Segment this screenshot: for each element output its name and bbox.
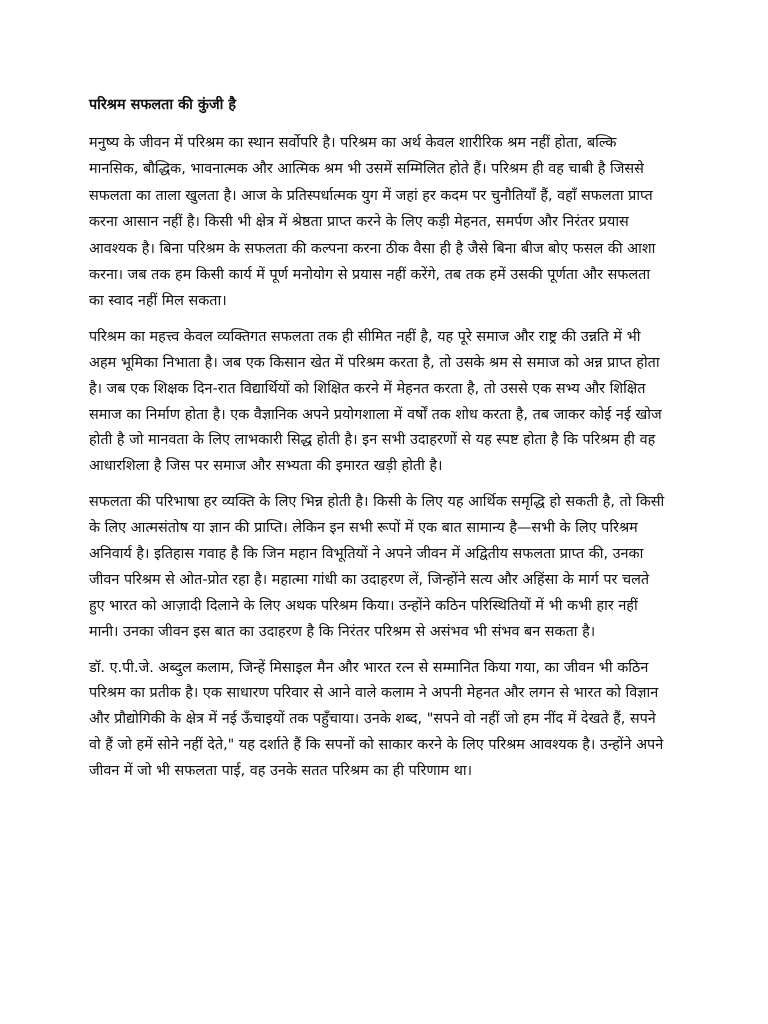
paragraph-2: परिश्रम का महत्त्व केवल व्यक्तिगत सफलता तक ही सीमित नहीं है, यह पूरे समाज और राष्ट्र की उन्नति में भी अहम भूमिका निभाता है। जब एक किसान खेत में परिश्रम करता है, तो उसके श्रम से समाज को अन्न प्राप्त होता है। जब एक शिक्षक दिन-रात विद्यार्थियों को शिक्षित करने में मेहनत करता है, तो उससे एक सभ्य और शिक्षित समाज का निर्माण होता है। एक वैज्ञानिक अपने प्रयोगशाला में वर्षों तक शोध करता है, तब जाकर कोई नई खोज होती है जो मानवता के लिए लाभकारी सिद्ध होती है। इन सभी उदाहरणों से यह स्पष्ट होता है कि परिश्रम ही वह आधारशिला है जिस पर समाज और सभ्यता की इमारत खड़ी होती है।: [89, 328, 662, 475]
document-title: परिश्रम सफलता की कुंजी है: [89, 97, 237, 113]
document-body: [89, 93, 667, 794]
paragraph-4: डॉ. ए.पी.जे. अब्दुल कलाम, जिन्हें मिसाइल मैन और भारत रत्न से सम्मानित किया गया, का जीवन भी कठिन परिश्रम का प्रतीक है। एक साधारण परिवार से आने वाले कलाम ने अपनी मेहनत और लगन से भारत को विज्ञान और प्रौद्योगिकी के क्षेत्र में नई ऊँचाइयों तक पहुँचाया। उनके शब्द, "सपने वो नहीं जो हम नींद में देखते हैं, सपने वो हैं जो हमें सोने नहीं देते," यह दर्शाते हैं कि सपनों को साकार करने के लिए परिश्रम आवश्यक है। उन्होंने अपने जीवन में जो भी सफलता पाई, वह उनके सतत परिश्रम का ही परिणाम था।: [89, 659, 664, 779]
paragraph-3: सफलता की परिभाषा हर व्यक्ति के लिए भिन्न होती है। किसी के लिए यह आर्थिक समृद्धि हो सकती है, तो किसी के लिए आत्मसंतोष या ज्ञान की प्राप्ति। लेकिन इन सभी रूपों में एक बात सामान्य है—सभी के लिए परिश्रम अनिवार्य है। इतिहास गवाह है कि जिन महान विभूतियों ने अपने जीवन में अद्वितीय सफलता प्राप्त की, उनका जीवन परिश्रम से ओत-प्रोत रहा है। महात्मा गांधी का उदाहरण लें, जिन्होंने सत्य और अहिंसा के मार्ग पर चलते हुए भारत को आज़ादी दिलाने के लिए अथक परिश्रम किया। उन्होंने कठिन परिस्थितियों में भी कभी हार नहीं मानी। उनका जीवन इस बात का उदाहरण है कि निरंतर परिश्रम से असंभव भी संभव बन सकता है।: [89, 494, 665, 640]
paragraph-1: मनुष्य के जीवन में परिश्रम का स्थान सर्वोपरि है। परिश्रम का अर्थ केवल शारीरिक श्रम नहीं होता, बल्कि मानसिक, बौद्धिक, भावनात्मक और आत्मिक श्रम भी उसमें सम्मिलित होते हैं। परिश्रम ही वह चाबी है जिससे सफलता का ताला खुलता है। आज के प्रतिस्पर्धात्मक युग में जहां हर कदम पर चुनौतियाँ हैं, वहाँ सफलता प्राप्त करना आसान नहीं है। किसी भी क्षेत्र में श्रेष्ठता प्राप्त करने के लिए कड़ी मेहनत, समर्पण और निरंतर प्रयास आवश्यक है। बिना परिश्रम के सफलता की कल्पना करना ठीक वैसा ही है जैसे बिना बीज बोए फसल की आशा करना। जब तक हम किसी कार्य में पूर्ण मनोयोग से प्रयास नहीं करेंगे, तब तक हमें उसकी पूर्णता और सफलता का स्वाद नहीं मिल सकता।: [89, 135, 656, 310]
